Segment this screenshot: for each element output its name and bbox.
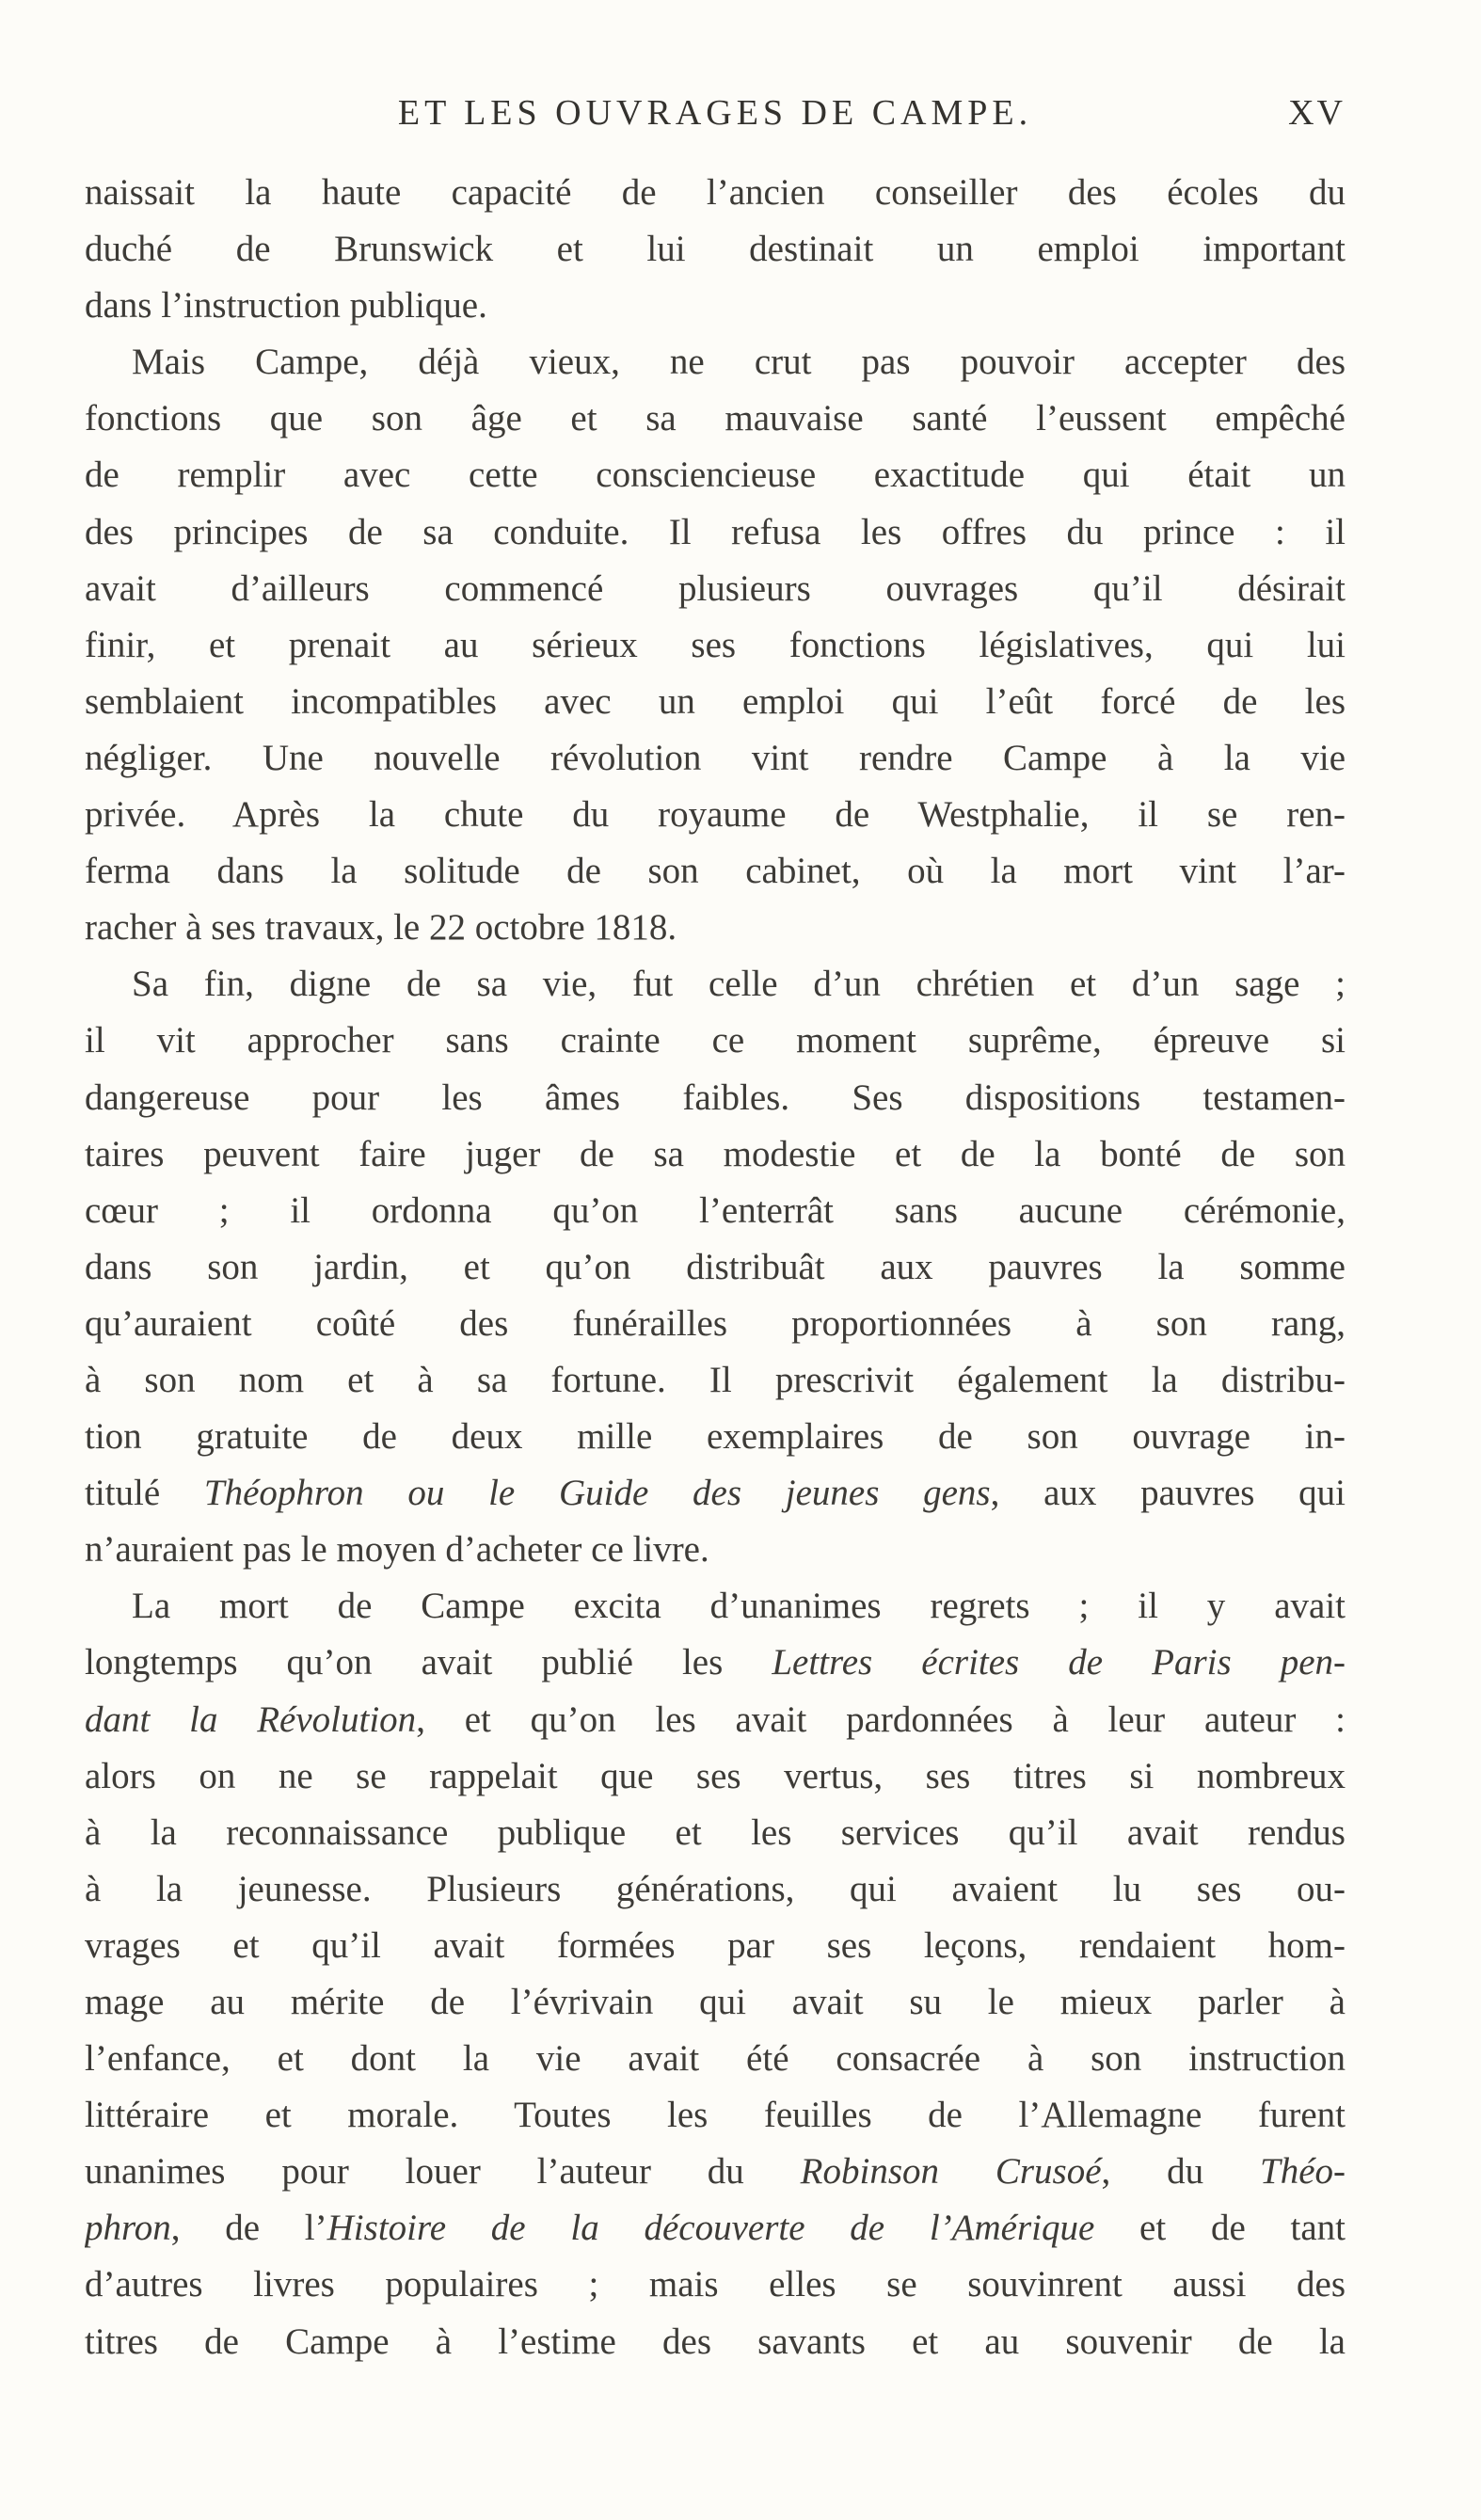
italic-title-span: dant la Révolution [85,1699,417,1740]
text-span: finir, et prenait au sérieux ses fonctions législatives, qui lui [85,624,1346,665]
text-line [85,334,1346,391]
italic-title-span: Robinson Crusoé [800,2151,1102,2193]
text-line [85,1352,1346,1409]
text-line [85,2087,1346,2144]
text-line [85,1805,1346,1861]
text-span: à la reconnaissance publique et les services qu’il avait rendus [85,1811,1346,1853]
text-span: , de l’ [170,2208,327,2249]
body-text [85,165,1346,2370]
text-span: ferma dans la solitude de son cabinet, où la mort vint l’ar- [85,851,1346,892]
text-span: littéraire et morale. Toutes les feuilles de l’Allemagne furent [85,2095,1346,2136]
running-head [85,92,1346,145]
text-span: d’autres livres populaires ; mais elles se souvinrent aussi des [85,2264,1346,2305]
text-line [85,1974,1346,2031]
text-span: naissait la haute capacité de l’ancien conseiller des écoles du [85,172,1346,213]
text-span: dangereuse pour les âmes faibles. Ses dispositions testamen- [85,1077,1346,1118]
italic-title-span: Lettres écrites de Paris pen- [772,1642,1346,1683]
text-line [85,900,1346,956]
italic-title-span: Théo- [1260,2151,1346,2193]
text-line [85,674,1346,730]
text-span: privée. Après la chute du royaume de Westphalie, il se ren- [85,794,1346,836]
text-line [85,1861,1346,1918]
text-line [85,2257,1346,2313]
text-line [85,1126,1346,1183]
text-span: qu’auraient coûté des funérailles proportionnées à son rang, [85,1302,1346,1344]
text-span: Sa fin, digne de sa vie, fut celle d’un chrétien et d’un sage ; [132,964,1346,1005]
text-span: tion gratuite de deux mille exemplaires de son ouvrage in- [85,1416,1346,1458]
text-line [85,1183,1346,1239]
page-number: XV [1288,93,1346,133]
text-line [85,1013,1346,1069]
text-line [85,278,1346,334]
text-span: cœur ; il ordonna qu’on l’enterrât sans aucune cérémonie, [85,1189,1346,1231]
text-span: à son nom et à sa fortune. Il prescrivit également la distribu- [85,1359,1346,1400]
text-span: des principes de sa conduite. Il refusa les offres du prince : il [85,511,1346,552]
text-line [85,221,1346,278]
text-line [85,1918,1346,1974]
text-line [85,1522,1346,1578]
text-span: racher à ses travaux, le 22 octobre 1818. [85,907,677,949]
text-line [85,1635,1346,1691]
text-span: alors on ne se rappelait que ses vertus, ses titres si nombreux [85,1755,1346,1796]
italic-title-span: phron [85,2208,171,2249]
text-span: , du [1101,2151,1260,2193]
text-line [85,956,1346,1013]
text-span: semblaient incompatibles avec un emploi qui l’eût forcé de les [85,680,1346,722]
italic-title-span: Histoire de la découverte de l’Amérique [326,2208,1095,2249]
text-span: taires peuvent faire juger de sa modestie et de la bonté de son [85,1133,1346,1174]
text-line [85,843,1346,900]
text-line [85,1578,1346,1635]
text-span: , aux pauvres qui [990,1473,1346,1514]
text-span: dans l’instruction publique. [85,285,487,327]
text-span: fonctions que son âge et sa mauvaise santé l’eussent empêché [85,398,1346,439]
text-span: l’enfance, et dont la vie avait été consacrée à son instruction [85,2038,1346,2080]
text-line [85,787,1346,843]
text-span: duché de Brunswick et lui destinait un emploi important [85,229,1346,270]
running-title: ET LES OUVRAGES DE CAMPE. [397,93,1033,133]
text-span: , et qu’on les avait pardonnées à leur auteur : [416,1699,1346,1740]
text-line [85,1409,1346,1465]
text-line [85,1748,1346,1805]
text-line [85,730,1346,787]
text-line [85,1296,1346,1352]
text-span: avait d’ailleurs commencé plusieurs ouvrages qu’il désirait [85,567,1346,609]
text-span: vrages et qu’il avait formées par ses leçons, rendaient hom- [85,1924,1346,1966]
text-line [85,617,1346,674]
text-line [85,2314,1346,2370]
text-line [85,447,1346,503]
text-span: titres de Campe à l’estime des savants et au souvenir de la [85,2321,1346,2362]
text-span: n’auraient pas le moyen d’acheter ce livre. [85,1529,709,1571]
text-span: à la jeunesse. Plusieurs générations, qui avaient lu ses ou- [85,1868,1346,1909]
text-line [85,1070,1346,1126]
text-span: La mort de Campe excita d’unanimes regrets ; il y avait [132,1586,1346,1627]
text-span: négliger. Une nouvelle révolution vint rendre Campe à la vie [85,737,1346,778]
text-span: Mais Campe, déjà vieux, ne crut pas pouvoir accepter des [132,342,1346,383]
italic-title-span: Théophron ou le Guide des jeunes gens [203,1473,991,1514]
text-span: titulé [85,1473,204,1514]
text-span: unanimes pour louer l’auteur du [85,2151,801,2193]
text-line [85,165,1346,221]
text-span: et de tant [1094,2208,1346,2249]
text-line [85,1692,1346,1748]
text-line [85,1239,1346,1296]
text-span: dans son jardin, et qu’on distribuât aux pauvres la somme [85,1246,1346,1287]
text-line [85,504,1346,561]
text-line [85,391,1346,447]
text-span: longtemps qu’on avait publié les [85,1642,772,1683]
text-line [85,1465,1346,1522]
text-line [85,2144,1346,2200]
text-span: il vit approcher sans crainte ce moment suprême, épreuve si [85,1020,1346,1061]
text-span: de remplir avec cette consciencieuse exactitude qui était un [85,455,1346,496]
text-span: mage au mérite de l’évrivain qui avait su le mieux parler à [85,1982,1346,2022]
text-line [85,2200,1346,2257]
text-line [85,561,1346,617]
text-line [85,2031,1346,2087]
